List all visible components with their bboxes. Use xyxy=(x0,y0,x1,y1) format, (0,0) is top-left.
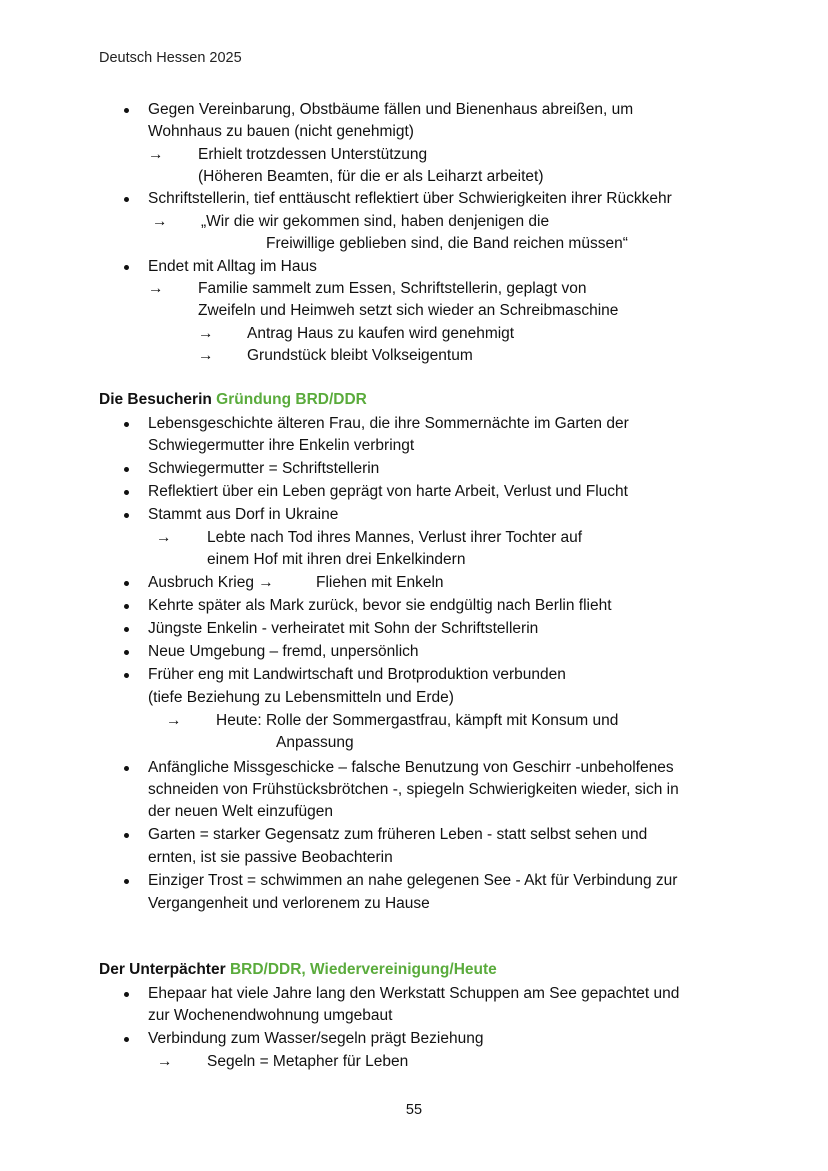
arrow-icon: → xyxy=(148,280,164,297)
document-header: Deutsch Hessen 2025 xyxy=(99,50,242,66)
bullet-icon xyxy=(124,581,129,586)
list-item-cont: der neuen Welt einzufügen xyxy=(148,803,333,820)
list-item: Schriftstellerin, tief enttäuscht reflektiert über Schwierigkeiten ihrer Rückkehr xyxy=(148,190,672,207)
list-item: Jüngste Enkelin - verheiratet mit Sohn der Schriftstellerin xyxy=(148,620,539,637)
list-item-cont: schneiden von Frühstücksbrötchen -, spiegeln Schwierigkeiten wieder, sich in xyxy=(148,781,679,798)
arrow-icon: → xyxy=(152,213,168,230)
list-item: Ehepaar hat viele Jahre lang den Werkstatt Schuppen am See gepachtet und xyxy=(148,985,680,1002)
list-item: Lebensgeschichte älteren Frau, die ihre Sommernächte im Garten der xyxy=(148,415,629,432)
bullet-icon xyxy=(124,197,129,202)
bullet-icon xyxy=(124,833,129,838)
sub-item-cont: einem Hof mit ihren drei Enkelkindern xyxy=(207,551,466,568)
sub-item: Segeln = Metapher für Leben xyxy=(207,1053,409,1070)
list-item-cont: (tiefe Beziehung zu Lebensmitteln und Erde) xyxy=(148,689,454,706)
bullet-icon xyxy=(124,604,129,609)
sub-sub-item: Grundstück bleibt Volkseigentum xyxy=(247,347,473,364)
list-item-cont: Vergangenheit und verlorenem zu Hause xyxy=(148,895,430,912)
arrow-icon: → xyxy=(156,529,172,546)
bullet-icon xyxy=(124,513,129,518)
section-tag: Gründung BRD/DDR xyxy=(216,391,367,408)
sub-item: Lebte nach Tod ihres Mannes, Verlust ihrer Tochter auf xyxy=(207,529,583,546)
page-number: 55 xyxy=(405,1102,423,1118)
bullet-icon xyxy=(124,108,129,113)
section-heading xyxy=(99,390,367,410)
list-item: Neue Umgebung – fremd, unpersönlich xyxy=(148,643,419,660)
section-title: Die Besucherin xyxy=(99,391,212,408)
arrow-icon: → xyxy=(198,347,214,364)
arrow-icon: → xyxy=(157,1053,173,1070)
bullet-icon xyxy=(124,467,129,472)
list-item: Endet mit Alltag im Haus xyxy=(148,258,317,275)
section-heading xyxy=(99,960,497,980)
list-item-cont: zur Wochenendwohnung umgebaut xyxy=(148,1007,393,1024)
bullet-icon xyxy=(124,422,129,427)
quote-line: Freiwillige geblieben sind, die Band reichen müssen“ xyxy=(266,235,628,252)
list-item: Einziger Trost = schwimmen an nahe gelegenen See - Akt für Verbindung zur xyxy=(148,872,678,889)
section-title: Der Unterpächter xyxy=(99,961,226,978)
arrow-icon: → xyxy=(166,712,182,729)
sub-item: Heute: Rolle der Sommergastfrau, kämpft mit Konsum und xyxy=(216,712,619,729)
bullet-icon xyxy=(124,992,129,997)
list-item: Ausbruch Krieg → xyxy=(148,574,274,591)
list-item: Kehrte später als Mark zurück, bevor sie endgültig nach Berlin flieht xyxy=(148,597,612,614)
sub-item-cont: (Höheren Beamten, für die er als Leiharzt arbeitet) xyxy=(198,168,544,185)
sub-item-cont: Anpassung xyxy=(276,734,354,751)
bullet-icon xyxy=(124,650,129,655)
arrow-icon: → xyxy=(148,146,164,163)
bullet-icon xyxy=(124,1037,129,1042)
sub-item-cont: Zweifeln und Heimweh setzt sich wieder an Schreibmaschine xyxy=(198,302,619,319)
sub-item: Erhielt trotzdessen Unterstützung xyxy=(198,146,428,163)
list-item: Stammt aus Dorf in Ukraine xyxy=(148,506,339,523)
bullet-icon xyxy=(124,627,129,632)
list-item-cont: Schwiegermutter ihre Enkelin verbringt xyxy=(148,437,415,454)
list-item: Verbindung zum Wasser/segeln prägt Beziehung xyxy=(148,1030,484,1047)
list-item: Gegen Vereinbarung, Obstbäume fällen und Bienenhaus abreißen, um xyxy=(148,101,634,118)
quote-line: „Wir die wir gekommen sind, haben denjenigen die xyxy=(201,213,550,230)
section-tag: BRD/DDR, Wiedervereinigung/Heute xyxy=(229,961,497,978)
bullet-icon xyxy=(124,879,129,884)
bullet-icon xyxy=(124,490,129,495)
bullet-icon xyxy=(124,766,129,771)
arrow-icon: → xyxy=(198,325,214,342)
bullet-icon xyxy=(124,265,129,270)
list-item-result: Fliehen mit Enkeln xyxy=(316,574,444,591)
list-item: Garten = starker Gegensatz zum früheren Leben - statt selbst sehen und xyxy=(148,826,648,843)
list-item: Schwiegermutter = Schriftstellerin xyxy=(148,460,380,477)
list-item-cont: ernten, ist sie passive Beobachterin xyxy=(148,849,393,866)
list-item: Reflektiert über ein Leben geprägt von harte Arbeit, Verlust und Flucht xyxy=(148,483,628,500)
list-item: Früher eng mit Landwirtschaft und Brotproduktion verbunden xyxy=(148,666,566,683)
bullet-icon xyxy=(124,673,129,678)
list-item-cont: Wohnhaus zu bauen (nicht genehmigt) xyxy=(148,123,414,140)
sub-sub-item: Antrag Haus zu kaufen wird genehmigt xyxy=(247,325,515,342)
sub-item: Familie sammelt zum Essen, Schriftstellerin, geplagt von xyxy=(198,280,587,297)
list-item: Anfängliche Missgeschicke – falsche Benutzung von Geschirr -unbeholfenes xyxy=(148,759,674,776)
